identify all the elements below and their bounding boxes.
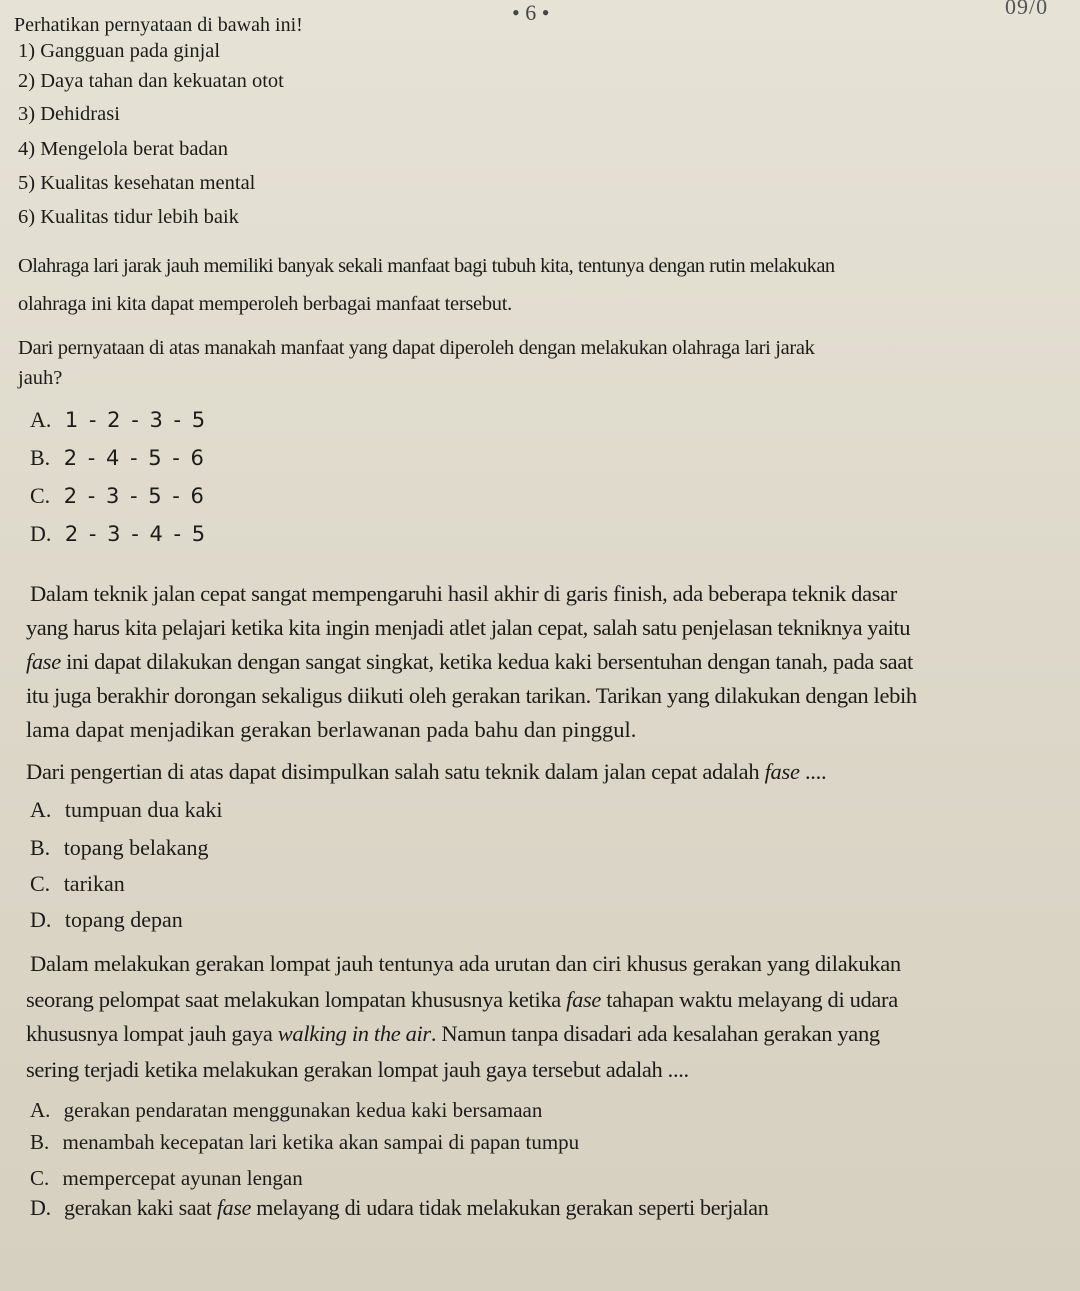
q1-intro: Perhatikan pernyataan di bawah ini! [14,14,303,36]
option-text: tumpuan dua kaki [64,797,223,822]
q3-option-c[interactable] [30,1164,303,1192]
option-text: tarikan [63,871,125,896]
q1-question-line2: jauh? [18,367,63,389]
text-segment: . Namun tanpa disadari ada kesalahan gerakan yang [430,1021,880,1046]
q2-option-d[interactable] [30,906,183,934]
text-segment: ini dapat dilakukan dengan sangat singkat, ketika kedua kaki bersentuhan dengan tanah, pada saat [60,649,913,674]
option-letter: B. [30,445,51,470]
italic-term: fase [26,649,61,674]
q1-option-c[interactable] [30,482,206,510]
q2-text-line3 [26,648,913,676]
text-segment: .... [799,759,827,784]
option-letter: C. [30,1166,50,1190]
option-text: topang belakang [63,835,209,860]
option-letter: D. [30,1195,51,1220]
q1-item-1: 1) Gangguan pada ginjal [18,40,221,62]
italic-term: walking in the air [277,1021,431,1046]
option-letter: D. [30,907,52,932]
q1-option-a[interactable] [30,406,207,434]
q2-text-line5: lama dapat menjadikan gerakan berlawanan pada bahu dan pinggul. [26,717,637,742]
q1-item-2: 2) Daya tahan dan kekuatan otot [18,70,284,92]
text-segment: tahapan waktu melayang di udara [601,987,898,1012]
q3-option-d[interactable] [30,1194,768,1222]
q1-question-line1: Dari pernyataan di atas manakah manfaat yang dapat diperoleh dengan melakukan olahraga lari jarak [18,337,815,359]
q1-option-b[interactable] [30,444,206,472]
page-number: • 6 • [512,0,550,25]
q2-option-b[interactable] [30,834,208,862]
text-segment: Dari pengertian di atas dapat disimpulkan salah satu teknik dalam jalan cepat adalah [26,759,765,784]
option-text-segment: gerakan kaki saat [64,1195,217,1220]
option-letter: D. [30,521,52,546]
q3-option-b[interactable] [30,1128,579,1156]
option-letter: C. [30,483,51,508]
option-text: topang depan [64,907,183,932]
italic-term: fase [566,987,602,1012]
q2-text-line4: itu juga berakhir dorongan sekaligus diikuti oleh gerakan tarikan. Tarikan yang dilakukan dengan lebih [26,683,917,708]
option-letter: C. [30,871,51,896]
option-text: 2 - 3 - 5 - 6 [63,484,206,508]
page-code: 09/0 [1005,0,1049,19]
italic-term: fase [764,759,800,784]
text-segment: khususnya lompat jauh gaya [26,1021,278,1046]
option-text: 2 - 4 - 5 - 6 [63,446,206,470]
q3-option-a[interactable] [30,1096,542,1124]
q1-item-5: 5) Kualitas kesehatan mental [18,172,256,194]
option-letter: A. [30,797,52,822]
option-letter: A. [30,407,52,432]
option-letter: B. [30,1130,50,1154]
q3-text-line3 [26,1020,880,1048]
q2-option-a[interactable] [30,796,223,824]
q3-text-line1: Dalam melakukan gerakan lompat jauh tentunya ada urutan dan ciri khusus gerakan yang dilakukan [30,951,901,976]
q1-item-3: 3) Dehidrasi [18,103,120,125]
q2-option-c[interactable] [30,870,125,898]
q1-text-line2: olahraga ini kita dapat memperoleh berbagai manfaat tersebut. [18,293,512,315]
option-text: menambah kecepatan lari ketika akan sampai di papan tumpu [62,1130,580,1154]
q3-text-line2 [26,986,898,1014]
q1-item-6: 6) Kualitas tidur lebih baik [18,206,239,228]
q3-question: sering terjadi ketika melakukan gerakan lompat jauh gaya tersebut adalah .... [26,1057,689,1082]
option-text: gerakan pendaratan menggunakan kedua kaki bersamaan [63,1098,543,1122]
q2-question [26,758,826,786]
option-letter: A. [30,1098,51,1122]
italic-term: fase [216,1195,252,1220]
q1-item-4: 4) Mengelola berat badan [18,138,229,160]
option-text: mempercepat ayunan lengan [62,1166,303,1190]
q1-text-line1: Olahraga lari jarak jauh memiliki banyak sekali manfaat bagi tubuh kita, tentunya dengan rutin melakukan [18,255,835,277]
q2-text-line1: Dalam teknik jalan cepat sangat mempengaruhi hasil akhir di garis finish, ada beberapa teknik dasar [30,581,897,606]
q1-option-d[interactable] [30,520,207,548]
q2-text-line2: yang harus kita pelajari ketika kita ingin menjadi atlet jalan cepat, salah satu penjelasan tekniknya yaitu [26,615,911,640]
option-text: 1 - 2 - 3 - 5 [64,408,208,432]
option-text-segment: melayang di udara tidak melakukan gerakan seperti berjalan [251,1195,769,1220]
option-text: 2 - 3 - 4 - 5 [64,522,208,546]
text-segment: seorang pelompat saat melakukan lompatan khususnya ketika [26,987,567,1012]
option-letter: B. [30,835,51,860]
